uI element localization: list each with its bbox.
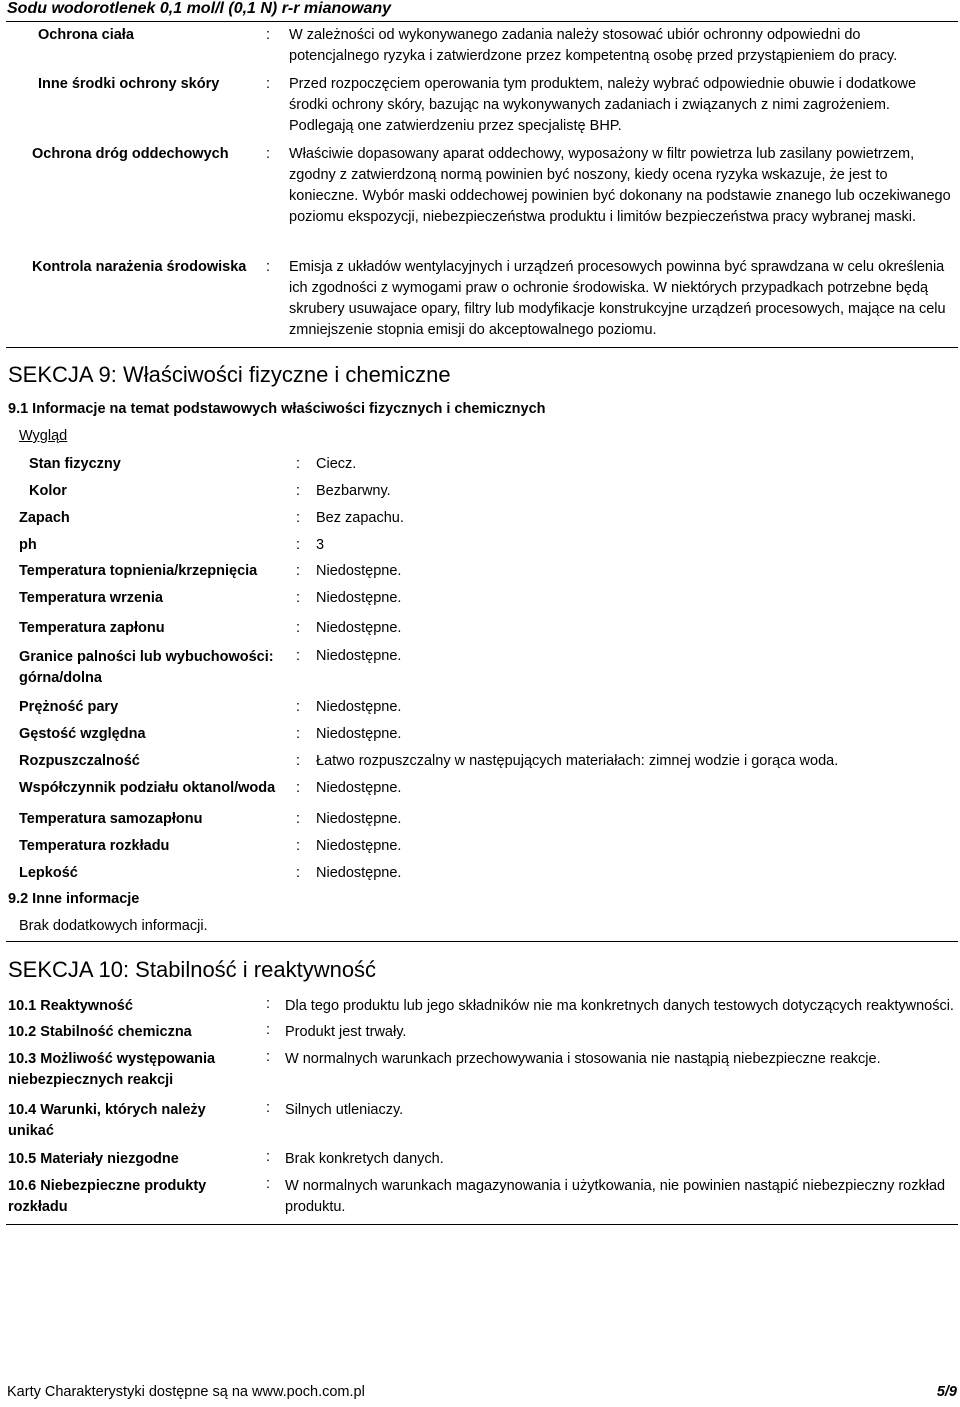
stability-row: [0, 996, 960, 1017]
stability-value: Silnych utleniaczy.: [285, 1102, 404, 1118]
stability-label: 10.2 Stabilność chemiczna: [8, 1024, 192, 1040]
row-colon: :: [296, 780, 301, 796]
row-text: Emisja z układów wentylacyjnych i urządzeń procesowych powinna być sprawdzana w celu określenia ich zgodności z wymogami praw o ochronie środowiska. W niektórych przypadkach potrzebne będą skrubery usuwajace opary, filtry lub modyfikacje konstrukcyjne urządzeń procesowych, mające na celu zmniejszenie stopnia emisji do akceptowalnego poziomu.: [289, 259, 946, 338]
other-info-text: Brak dodatkowych informacji.: [19, 918, 208, 934]
stability-value: Brak konkretych danych.: [285, 1151, 444, 1167]
row-colon: :: [296, 838, 301, 854]
row-colon: :: [266, 76, 271, 92]
row-colon: :: [296, 590, 301, 606]
footer-text: Karty Charakterystyki dostępne są na www.poch.com.pl: [7, 1384, 365, 1400]
stability-value: Produkt jest trwały.: [285, 1024, 407, 1040]
row-colon: :: [296, 620, 301, 636]
property-value: Łatwo rozpuszczalny w następujących materiałach: zimnej wodzie i gorąca woda.: [316, 753, 839, 769]
row-colon: :: [296, 865, 301, 881]
appearance-label: Wygląd: [19, 428, 68, 444]
property-value: Niedostępne.: [316, 590, 402, 606]
row-colon: :: [266, 1100, 271, 1116]
property-label: Kolor: [29, 483, 67, 499]
row-text: Właściwie dopasowany aparat oddechowy, wyposażony w filtr powietrza lub zasilany powietrzem, zgodny z zatwierdzoną normą powinien być noszony, kiedy ocena ryzyka wskazuje, że jest to konieczne. Wybór maski oddechowej powinien być dokonany na podstawie znanego lub oczekiwanego poziomu ekspozycji, niebezpieczeństwa produktu i limitów bezpieczeństwa pracy wybranej maski.: [289, 146, 951, 225]
row-text: W zależności od wykonywanego zadania należy stosować ubiór ochronny odpowiedni do potencjalnego ryzyka i zatwierdzone przez kompetentną osobę przed przystąpieniem do pracy.: [289, 27, 898, 64]
section-divider: [6, 941, 958, 942]
row-colon: :: [296, 753, 301, 769]
page-number: 5/9: [936, 1384, 957, 1400]
row-colon: :: [296, 648, 301, 664]
property-label: ph: [19, 537, 37, 553]
row-colon: :: [266, 27, 271, 43]
row-colon: :: [266, 259, 271, 275]
row-label: Ochrona ciała: [38, 27, 134, 43]
property-value: Bez zapachu.: [316, 510, 404, 526]
title-divider: [6, 21, 958, 22]
section-divider: [6, 347, 958, 348]
property-label: Gęstość względna: [19, 726, 146, 742]
property-label: Temperatura topnienia/krzepnięcia: [19, 563, 258, 579]
row-label: Kontrola narażenia środowiska: [32, 259, 247, 275]
stability-row: [0, 1100, 960, 1142]
property-value: Niedostępne.: [316, 838, 402, 854]
property-label: Temperatura samozapłonu: [19, 811, 203, 827]
stability-row: [0, 1149, 960, 1170]
subsection-9-1-heading: 9.1 Informacje na temat podstawowych właściwości fizycznych i chemicznych: [8, 401, 546, 417]
section-10-heading: SEKCJA 10: Stabilność i reaktywność: [8, 957, 377, 982]
subsection-9-2-heading: 9.2 Inne informacje: [8, 891, 140, 907]
stability-label: 10.1 Reaktywność: [8, 998, 133, 1014]
property-value: Niedostępne.: [316, 811, 402, 827]
property-value: 3: [316, 537, 325, 553]
stability-row: [0, 1176, 960, 1218]
row-colon: :: [296, 456, 301, 472]
stability-value: W normalnych warunkach magazynowania i użytkowania, nie powinien nastąpić niebezpieczny rozkład produktu.: [285, 1178, 946, 1215]
row-colon: :: [296, 563, 301, 579]
property-label: Temperatura rozkładu: [19, 838, 170, 854]
property-value: Niedostępne.: [316, 865, 402, 881]
row-colon: :: [296, 726, 301, 742]
stability-row: [0, 1022, 960, 1043]
row-colon: :: [266, 1149, 271, 1165]
row-colon: :: [266, 146, 271, 162]
property-value: Niedostępne.: [316, 620, 402, 636]
row-colon: :: [296, 811, 301, 827]
property-label: Stan fizyczny: [29, 456, 121, 472]
property-label: Współczynnik podziału oktanol/woda: [19, 780, 276, 796]
stability-value: Dla tego produktu lub jego składników nie ma konkretnych danych testowych dotyczących reaktywności.: [285, 998, 954, 1014]
stability-label: 10.3 Możliwość występowania niebezpiecznych reakcji: [8, 1051, 216, 1088]
property-value: Bezbarwny.: [316, 483, 391, 499]
property-label: Temperatura zapłonu: [19, 620, 165, 636]
property-value: Niedostępne.: [316, 780, 402, 796]
row-label: Inne środki ochrony skóry: [38, 76, 220, 92]
row-colon: :: [266, 1022, 271, 1038]
row-text: Przed rozpoczęciem operowania tym produktem, należy wybrać odpowiednie obuwie i dodatkowe środki ochrony skóry, bazując na wykonywanych zadaniach i związanych z nimi zagrożeniem. Podlegają one zatwierdzeniu przez specjalistę BHP.: [289, 76, 917, 134]
stability-label: 10.4 Warunki, których należy unikać: [8, 1102, 206, 1139]
row-colon: :: [266, 1049, 271, 1065]
property-label: Granice palności lub wybuchowości: górna/dolna: [19, 649, 274, 686]
row-label: Ochrona dróg oddechowych: [32, 146, 229, 162]
row-colon: :: [296, 483, 301, 499]
row-colon: :: [266, 1176, 271, 1192]
property-label: Zapach: [19, 510, 70, 526]
document-title: Sodu wodorotlenek 0,1 mol/l (0,1 N) r-r mianowany: [7, 0, 392, 17]
row-colon: :: [296, 699, 301, 715]
stability-label: 10.5 Materiały niezgodne: [8, 1151, 179, 1167]
stability-row: [0, 1049, 960, 1091]
property-value: Niedostępne.: [316, 699, 402, 715]
row-colon: :: [296, 510, 301, 526]
property-label: Lepkość: [19, 865, 78, 881]
stability-value: W normalnych warunkach przechowywania i stosowania nie nastąpią niebezpieczne reakcje.: [285, 1051, 881, 1067]
row-colon: :: [266, 996, 271, 1012]
property-label: Prężność pary: [19, 699, 119, 715]
property-value: Niedostępne.: [316, 648, 402, 664]
property-value: Niedostępne.: [316, 563, 402, 579]
property-label: Temperatura wrzenia: [19, 590, 163, 606]
stability-label: 10.6 Niebezpieczne produkty rozkładu: [8, 1178, 207, 1215]
property-label: Rozpuszczalność: [19, 753, 140, 769]
property-value: Ciecz.: [316, 456, 357, 472]
property-value: Niedostępne.: [316, 726, 402, 742]
section-divider: [6, 1224, 958, 1225]
section-9-heading: SEKCJA 9: Właściwości fizyczne i chemiczne: [8, 362, 451, 387]
row-colon: :: [296, 537, 301, 553]
